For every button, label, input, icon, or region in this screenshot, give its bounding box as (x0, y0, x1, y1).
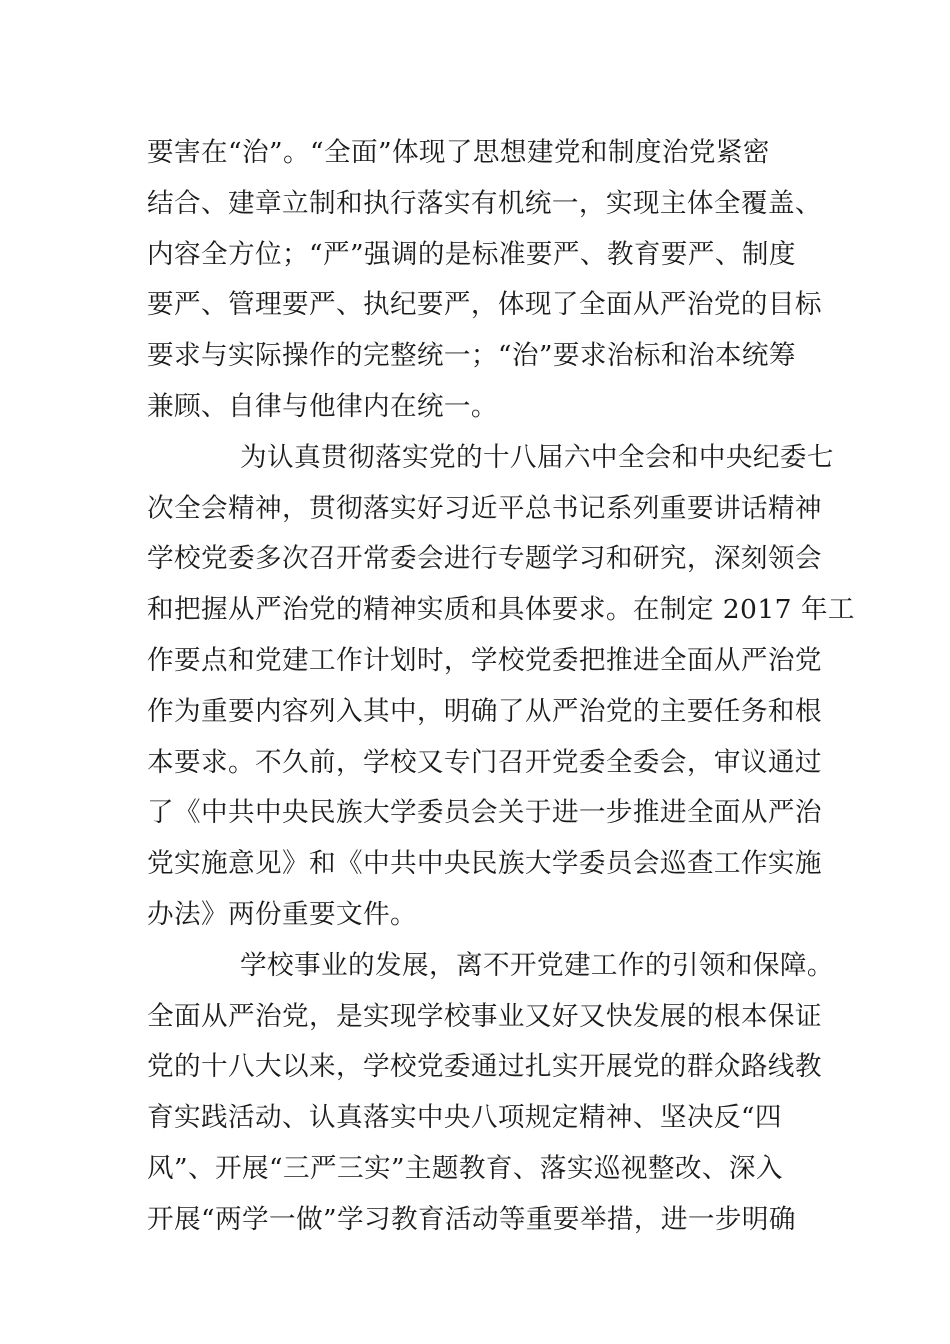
text-line-4: 要严、管理要严、执纪要严，体现了全面从严治党的目标 (147, 289, 822, 321)
text-line-14: 了《中共中央民族大学委员会关于进一步推进全面从严治 (147, 797, 822, 829)
text-line-18: 全面从严治党，是实现学校事业又好又快发展的根本保证 (147, 1000, 822, 1032)
text-line-2: 结合、建章立制和执行落实有机统一，实现主体全覆盖、 (147, 187, 822, 219)
text-line-9: 学校党委多次召开常委会进行专题学习和研究，深刻领会 (147, 543, 822, 575)
text-line-5: 要求与实际操作的完整统一；“治”要求治标和治本统筹 (147, 340, 796, 372)
text-line-20: 育实践活动、认真落实中央八项规定精神、坚决反“四 (147, 1102, 782, 1134)
body-text (147, 128, 855, 1246)
text-line-10: 和把握从严治党的精神实质和具体要求。在制定 2017 年工 (147, 594, 855, 626)
text-line-22: 开展“两学一做”学习教育活动等重要举措，进一步明确 (147, 1203, 796, 1235)
text-line-13: 本要求。不久前，学校又专门召开党委全委会，审议通过 (147, 746, 822, 778)
text-line-1: 要害在“治”。“全面”体现了思想建党和制度治党紧密 (147, 137, 770, 168)
text-line-16: 办法》两份重要文件。 (147, 898, 417, 930)
text-line-11: 作要点和党建工作计划时，学校党委把推进全面从严治党 (147, 644, 822, 676)
text-line-19: 党的十八大以来，学校党委通过扎实开展党的群众路线教 (147, 1051, 822, 1083)
text-line-21: 风”、开展“三严三实”主题教育、落实巡视整改、深入 (147, 1152, 783, 1184)
text-line-8: 次全会精神，贯彻落实好习近平总书记系列重要讲话精神 (147, 492, 822, 524)
text-line-7: 为认真贯彻落实党的十八届六中全会和中央纪委七 (240, 441, 834, 473)
text-line-6: 兼顾、自律与他律内在统一。 (147, 390, 498, 422)
text-line-3: 内容全方位；“严”强调的是标准要严、教育要严、制度 (147, 238, 796, 270)
text-line-17: 学校事业的发展，离不开党建工作的引领和保障。 (240, 949, 834, 981)
text-line-15: 党实施意见》和《中共中央民族大学委员会巡查工作实施 (147, 848, 822, 880)
text-line-12: 作为重要内容列入其中，明确了从严治党的主要任务和根 (147, 695, 822, 727)
